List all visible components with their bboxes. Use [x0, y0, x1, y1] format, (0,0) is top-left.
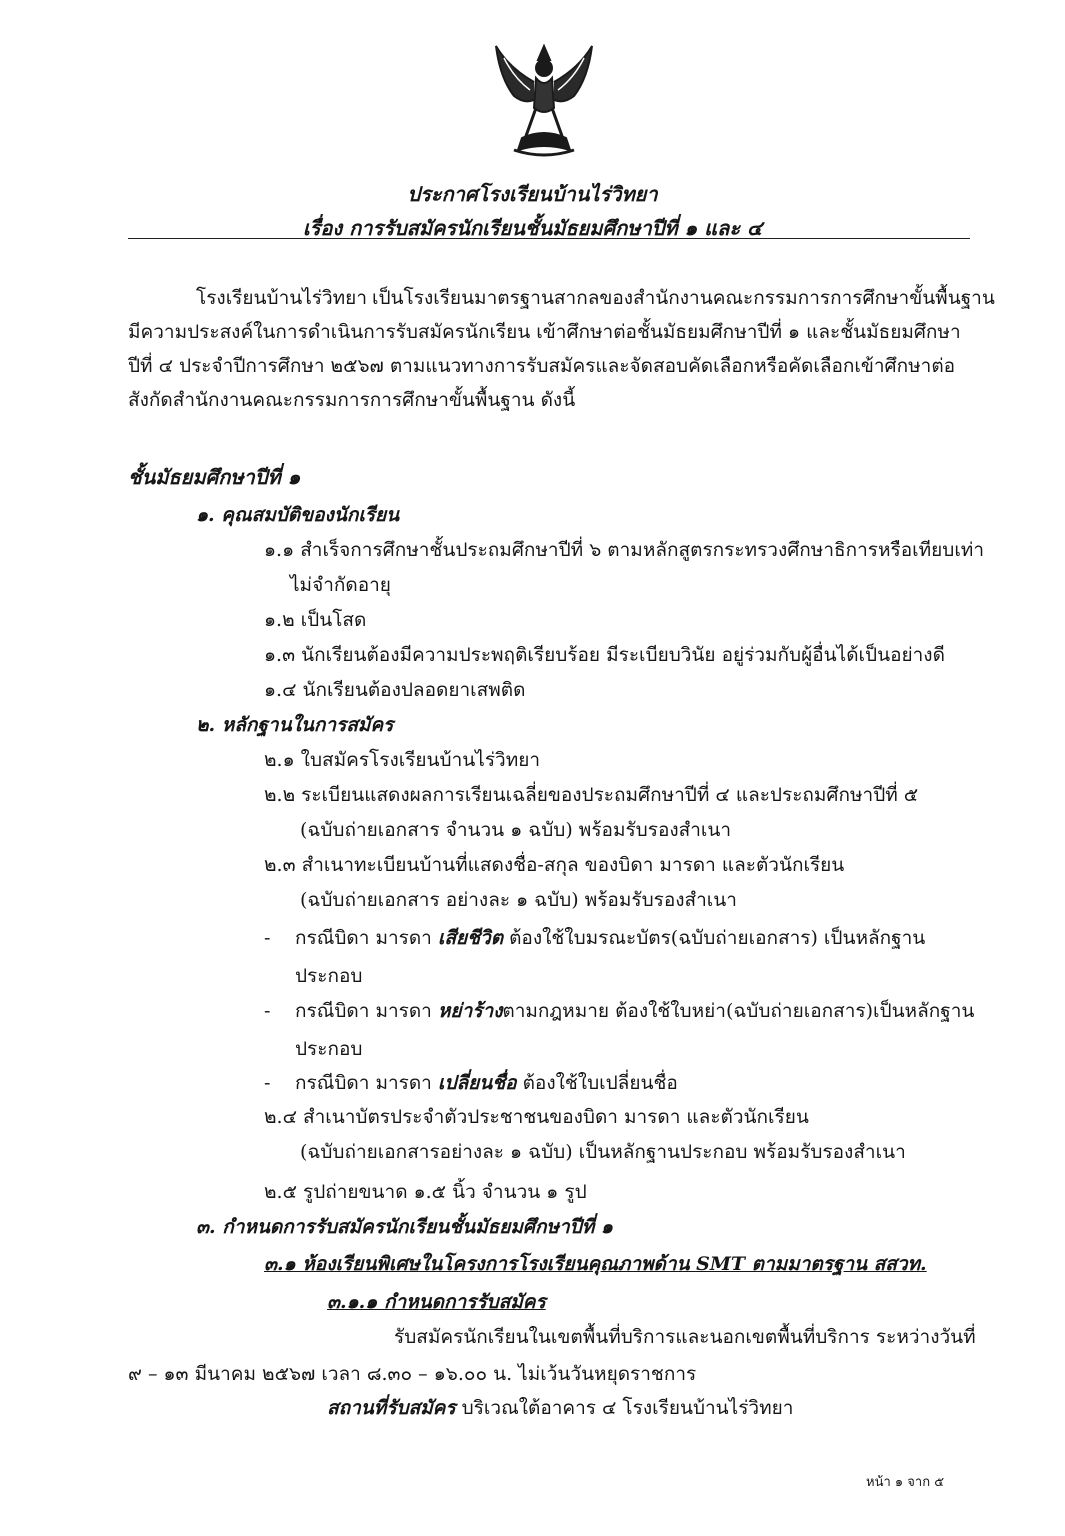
- case-3-dash: -: [264, 1072, 271, 1094]
- intro-line-4: สังกัดสำนักงานคณะกรรมการการศึกษาขั้นพื้นฐาน ดังนี้: [128, 389, 576, 411]
- case-2-pre: กรณีบิดา มารดา: [295, 1000, 432, 1022]
- section-1-item-1: ๑.๑ สำเร็จการศึกษาชั้นประถมศึกษาปีที่ ๖ ตามหลักสูตรกระทรวงศึกษาธิการหรือเทียบเท่า: [264, 539, 985, 561]
- intro-school: โรงเรียนบ้านไร่วิทยา: [196, 287, 367, 309]
- case-2-cont: ประกอบ: [295, 1038, 363, 1060]
- section-2-heading: ๒. หลักฐานในการสมัคร: [196, 714, 394, 736]
- level-heading: ชั้นมัธยมศึกษาปีที่ ๑: [128, 465, 301, 489]
- section-3-1-1-heading: ๓.๑.๑ กำหนดการรับสมัคร: [327, 1291, 546, 1313]
- case-3: [295, 1071, 678, 1095]
- case-2-post: ตามกฎหมาย ต้องใช้ใบหย่า(ฉบับถ่ายเอกสาร)เป็นหลักฐาน: [502, 1000, 975, 1022]
- section-2-item-1: ๒.๑ ใบสมัครโรงเรียนบ้านไร่วิทยา: [264, 749, 541, 771]
- garuda-emblem-icon: [484, 38, 604, 166]
- case-2: [295, 999, 974, 1023]
- announcement-subject: เรื่อง การรับสมัครนักเรียนชั้นมัธยมศึกษาปีที่ ๑ และ ๔: [302, 216, 763, 240]
- section-1-item-2: ๑.๒ เป็นโสด: [264, 609, 367, 631]
- announcement-title: ประกาศโรงเรียนบ้านไร่วิทยา: [407, 182, 658, 206]
- case-2-dash: -: [264, 1000, 271, 1022]
- case-3-post: ต้องใช้ใบเปลี่ยนชื่อ: [522, 1072, 678, 1094]
- section-2-item-5: ๒.๕ รูปถ่ายขนาด ๑.๕ นิ้ว จำนวน ๑ รูป: [264, 1181, 587, 1203]
- intro-line-1: เป็นโรงเรียนมาตรฐานสากลของสำนักงานคณะกรรมการการศึกษาขั้นพื้นฐาน: [372, 287, 995, 309]
- section-3-1-heading: ๓.๑ ห้องเรียนพิเศษในโครงการโรงเรียนคุณภาพด้าน SMT ตามมาตรฐาน สสวท.: [264, 1253, 927, 1275]
- registration-place-label: สถานที่รับสมัคร: [327, 1397, 456, 1419]
- section-2-item-2-cont: (ฉบับถ่ายเอกสาร จำนวน ๑ ฉบับ) พร้อมรับรองสำเนา: [300, 819, 732, 841]
- case-2-emphasis: หย่าร้าง: [437, 1000, 503, 1022]
- intro-line-2: มีความประสงค์ในการดำเนินการรับสมัครนักเรียน เข้าศึกษาต่อชั้นมัธยมศึกษาปีที่ ๑ และชั้นมัธยมศึกษา: [128, 321, 961, 343]
- case-1-dash: -: [264, 927, 271, 949]
- registration-period-line-1: รับสมัครนักเรียนในเขตพื้นที่บริการและนอกเขตพื้นที่บริการ ระหว่างวันที่: [394, 1326, 976, 1348]
- title-divider: [128, 238, 970, 239]
- section-2-item-4: ๒.๔ สำเนาบัตรประจำตัวประชาชนของบิดา มารดา และตัวนักเรียน: [264, 1106, 809, 1128]
- case-3-emphasis: เปลี่ยนชื่อ: [437, 1072, 517, 1094]
- section-1-item-3: ๑.๓ นักเรียนต้องมีความประพฤติเรียบร้อย มีระเบียบวินัย อยู่ร่วมกับผู้อื่นได้เป็นอย่างดี: [264, 644, 945, 666]
- section-1-item-1-cont: ไม่จำกัดอายุ: [290, 574, 391, 596]
- section-3-heading: ๓. กำหนดการรับสมัครนักเรียนชั้นมัธยมศึกษาปีที่ ๑: [196, 1216, 613, 1238]
- section-2-item-3-cont: (ฉบับถ่ายเอกสาร อย่างละ ๑ ฉบับ) พร้อมรับรองสำเนา: [300, 889, 737, 911]
- case-1: [295, 926, 925, 950]
- registration-place: [327, 1396, 793, 1420]
- registration-period-line-2: ๙ – ๑๓ มีนาคม ๒๕๖๗ เวลา ๘.๓๐ – ๑๖.๐๐ น. ไม่เว้นวันหยุดราชการ: [128, 1363, 697, 1385]
- section-2-item-4-cont: (ฉบับถ่ายเอกสารอย่างละ ๑ ฉบับ) เป็นหลักฐานประกอบ พร้อมรับรองสำเนา: [300, 1141, 906, 1163]
- section-1-heading: ๑. คุณสมบัติของนักเรียน: [196, 504, 400, 526]
- registration-place-value: บริเวณใต้อาคาร ๔ โรงเรียนบ้านไร่วิทยา: [461, 1397, 794, 1419]
- page-number: หน้า ๑ จาก ๕: [866, 1475, 945, 1490]
- section-2-item-2: ๒.๒ ระเบียนแสดงผลการเรียนเฉลี่ยของประถมศึกษาปีที่ ๔ และประถมศึกษาปีที่ ๕: [264, 784, 919, 806]
- case-1-emphasis: เสียชีวิต: [437, 927, 504, 949]
- case-3-pre: กรณีบิดา มารดา: [295, 1072, 432, 1094]
- case-1-post: ต้องใช้ใบมรณะบัตร(ฉบับถ่ายเอกสาร) เป็นหลักฐาน: [509, 927, 926, 949]
- section-1-item-4: ๑.๔ นักเรียนต้องปลอดยาเสพติด: [264, 679, 526, 701]
- case-1-cont: ประกอบ: [295, 965, 363, 987]
- section-2-item-3: ๒.๓ สำเนาทะเบียนบ้านที่แสดงชื่อ-สกุล ของบิดา มารดา และตัวนักเรียน: [264, 854, 845, 876]
- intro-line-3: ปีที่ ๔ ประจำปีการศึกษา ๒๕๖๗ ตามแนวทางการรับสมัครและจัดสอบคัดเลือกหรือคัดเลือกเข้าศึกษาต่อ: [128, 355, 956, 377]
- case-1-pre: กรณีบิดา มารดา: [295, 927, 432, 949]
